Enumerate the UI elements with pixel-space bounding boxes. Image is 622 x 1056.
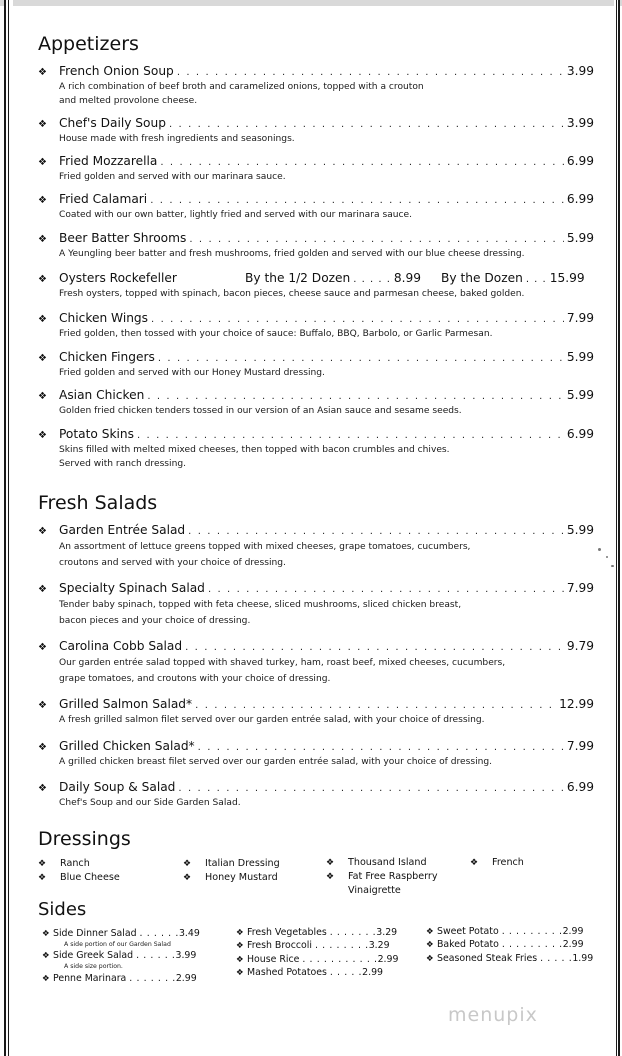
diamond-bullet-icon: ❖ — [38, 391, 47, 402]
scan-top-edge — [0, 0, 622, 6]
diamond-bullet-icon: ❖ — [38, 700, 47, 711]
appetizers-heading: Appetizers — [38, 33, 139, 55]
menu-item-garden-entree-salad: ❖ Garden Entrée Salad . . . 5.99 An assortment of lettuce greens topped with mixed cheeses, grape tomatoes, cucumbers, croutons and served with your choice of dressing. — [38, 523, 594, 571]
dressing-thousand-island: ❖ Thousand Island — [326, 857, 427, 868]
diamond-bullet-icon: ❖ — [38, 430, 47, 441]
item-description: House made with fresh ingredients and seasonings. — [59, 134, 295, 144]
fresh-salads-heading: Fresh Salads — [38, 492, 158, 514]
scan-speck — [611, 565, 614, 567]
side-greek-salad: ❖ Side Greek Salad . . . . . .3.99 — [42, 950, 197, 961]
item-description: A fresh grilled salmon filet served over our garden entrée salad, with your choice of dressing. — [59, 715, 485, 725]
item-description: A Yeungling beer batter and fresh mushrooms, fried golden and served with our blue cheese dressing. — [59, 249, 525, 259]
diamond-bullet-icon: ❖ — [38, 314, 47, 325]
menu-item-chicken-wings: ❖ Chicken Wings . . . 7.99 Fried golden, then tossed with your choice of sauce: Buffalo, BBQ, Barbolo, or Garlic Parmesan. — [38, 311, 594, 341]
diamond-bullet-icon: ❖ — [42, 951, 50, 961]
diamond-bullet-icon: ❖ — [426, 927, 434, 937]
diamond-bullet-icon: ❖ — [38, 119, 47, 130]
scan-speck — [606, 556, 608, 558]
page-border-right — [614, 0, 620, 1056]
dressing-fat-free-raspberry: ❖ Fat Free Raspberry — [326, 871, 438, 882]
menu-item-carolina-cobb-salad: ❖ Carolina Cobb Salad . . . 9.79 Our garden entrée salad topped with shaved turkey, ham, roast beef, mixed cheeses, cucumbers, grape tomatoes, and croutons with your choice of dressing. — [38, 639, 594, 687]
dressings-heading: Dressings — [38, 828, 131, 850]
sides-heading: Sides — [38, 899, 87, 920]
diamond-bullet-icon: ❖ — [236, 955, 244, 965]
diamond-bullet-icon: ❖ — [38, 873, 47, 883]
diamond-bullet-icon: ❖ — [38, 157, 47, 168]
dressing-blue-cheese: ❖ Blue Cheese — [38, 872, 120, 883]
side-seasoned-steak-fries: ❖ Seasoned Steak Fries . . . . .1.99 — [426, 953, 594, 964]
menu-item-fried-calamari: ❖ Fried Calamari . . . 6.99 Coated with our own batter, lightly fried and served with our marinara sauce. — [38, 192, 594, 222]
item-description: Fried golden, then tossed with your choice of sauce: Buffalo, BBQ, Barbolo, or Garlic Parmesan. — [59, 329, 493, 339]
diamond-bullet-icon: ❖ — [236, 968, 244, 978]
diamond-bullet-icon: ❖ — [326, 872, 335, 882]
item-description: Coated with our own batter, lightly fried and served with our marinara sauce. — [59, 210, 413, 220]
item-description: Golden fried chicken tenders tossed in our version of an Asian sauce and sesame seeds. — [59, 406, 462, 416]
diamond-bullet-icon: ❖ — [426, 940, 434, 950]
menu-item-fried-mozzarella: ❖ Fried Mozzarella . . . 6.99 Fried golden and served with our marinara sauce. — [38, 154, 594, 184]
dressing-honey-mustard: ❖ Honey Mustard — [183, 872, 278, 883]
diamond-bullet-icon: ❖ — [426, 954, 434, 964]
side-penne-marinara: ❖ Penne Marinara . . . . . . .2.99 — [42, 973, 197, 984]
side-fresh-broccoli: ❖ Fresh Broccoli . . . . . . . .3.29 — [236, 940, 390, 951]
diamond-bullet-icon: ❖ — [38, 353, 47, 364]
menu-item-specialty-spinach-salad: ❖ Specialty Spinach Salad . . . 7.99 Tender baby spinach, topped with feta cheese, sliced mushrooms, sliced chicken breast, bacon pieces and your choice of dressing. — [38, 581, 594, 629]
diamond-bullet-icon: ❖ — [470, 858, 479, 868]
item-description: Chef's Soup and our Side Garden Salad. — [59, 798, 241, 808]
side-house-rice: ❖ House Rice . . . . . . . . . . .2.99 — [236, 954, 399, 965]
diamond-bullet-icon: ❖ — [38, 642, 47, 653]
item-description: A rich combination of beef broth and caramelized onions, topped with a crouton and melted provolone cheese. — [59, 82, 424, 106]
menu-item-beer-batter-shrooms: ❖ Beer Batter Shrooms . . . 5.99 A Yeungling beer batter and fresh mushrooms, fried golden and served with our blue cheese dressing. — [38, 231, 594, 261]
menu-item-chefs-daily-soup: ❖ Chef's Daily Soup . . . 3.99 House made with fresh ingredients and seasonings. — [38, 116, 594, 146]
side-fresh-vegetables: ❖ Fresh Vegetables . . . . . . .3.29 — [236, 927, 398, 938]
diamond-bullet-icon: ❖ — [38, 783, 47, 794]
dressing-vinaigrette: Vinaigrette — [348, 885, 401, 896]
menu-item-french-onion-soup: ❖ French Onion Soup . . . 3.99 A rich combination of beef broth and caramelized onions, topped with a crouton and melted provolone cheese. — [38, 64, 594, 108]
side-baked-potato: ❖ Baked Potato . . . . . . . . .2.99 — [426, 939, 584, 950]
menupix-watermark: menupix — [448, 1004, 538, 1026]
scan-speck — [598, 548, 601, 551]
diamond-bullet-icon: ❖ — [38, 274, 47, 285]
page-border-left — [4, 0, 13, 1056]
dressing-ranch: ❖ Ranch — [38, 858, 90, 869]
item-description: A grilled chicken breast filet served over our garden entrée salad, with your choice of dressing. — [59, 757, 493, 767]
menu-item-oysters-rockefeller: ❖ Oysters Rockefeller By the 1/2 Dozen . . . . . 8.99 By the Dozen . . . 15.99 Fresh oysters, topped with spinach, bacon pieces, cheese sauce and parmesan cheese, baked golden. — [38, 271, 585, 299]
diamond-bullet-icon: ❖ — [326, 858, 335, 868]
side-sweet-potato: ❖ Sweet Potato . . . . . . . . .2.99 — [426, 926, 584, 937]
diamond-bullet-icon: ❖ — [38, 526, 47, 537]
item-description: Our garden entrée salad topped with shaved turkey, ham, roast beef, mixed cheeses, cucumbers, grape tomatoes, and croutons with your choice of dressing. — [59, 658, 506, 684]
item-description: Fresh oysters, topped with spinach, bacon pieces, cheese sauce and parmesan cheese, baked golden. — [59, 289, 525, 299]
diamond-bullet-icon: ❖ — [183, 859, 192, 869]
side-dinner-salad: ❖ Side Dinner Salad . . . . . .3.49 — [42, 928, 200, 939]
menu-item-asian-chicken: ❖ Asian Chicken . . . 5.99 Golden fried chicken tenders tossed in our version of an Asian sauce and sesame seeds. — [38, 388, 594, 418]
diamond-bullet-icon: ❖ — [236, 928, 244, 938]
diamond-bullet-icon: ❖ — [38, 742, 47, 753]
item-description: Tender baby spinach, topped with feta cheese, sliced mushrooms, sliced chicken breast, bacon pieces and your choice of dressing. — [59, 600, 462, 626]
item-description: Skins filled with melted mixed cheeses, then topped with bacon crumbles and chives. Served with ranch dressing. — [59, 445, 450, 469]
diamond-bullet-icon: ❖ — [236, 941, 244, 951]
diamond-bullet-icon: ❖ — [38, 584, 47, 595]
diamond-bullet-icon: ❖ — [38, 195, 47, 206]
item-description: An assortment of lettuce greens topped with mixed cheeses, grape tomatoes, cucumbers, croutons and served with your choice of dressing. — [59, 542, 471, 568]
side-mashed-potatoes: ❖ Mashed Potatoes . . . . .2.99 — [236, 967, 383, 978]
dressing-italian: ❖ Italian Dressing — [183, 858, 280, 869]
menu-item-chicken-fingers: ❖ Chicken Fingers . . . 5.99 Fried golden and served with our Honey Mustard dressing. — [38, 350, 594, 380]
menu-item-grilled-chicken-salad: ❖ Grilled Chicken Salad* . . . 7.99 A grilled chicken breast filet served over our garden entrée salad, with your choice of dressing. — [38, 739, 594, 769]
dressing-french: ❖ French — [470, 857, 524, 868]
diamond-bullet-icon: ❖ — [42, 929, 50, 939]
diamond-bullet-icon: ❖ — [38, 234, 47, 245]
side-dinner-salad-note: A side portion of our Garden Salad — [64, 941, 171, 948]
menu-item-daily-soup-and-salad: ❖ Daily Soup & Salad . . . 6.99 Chef's Soup and our Side Garden Salad. — [38, 780, 594, 810]
diamond-bullet-icon: ❖ — [38, 859, 47, 869]
item-description: Fried golden and served with our Honey Mustard dressing. — [59, 368, 325, 378]
menu-item-potato-skins: ❖ Potato Skins . . . 6.99 Skins filled with melted mixed cheeses, then topped with bacon crumbles and chives. Served with ranch dressing. — [38, 427, 594, 471]
side-greek-salad-note: A side size portion. — [64, 963, 123, 970]
item-description: Fried golden and served with our marinara sauce. — [59, 172, 286, 182]
diamond-bullet-icon: ❖ — [42, 974, 50, 984]
diamond-bullet-icon: ❖ — [183, 873, 192, 883]
menu-item-grilled-salmon-salad: ❖ Grilled Salmon Salad* . . . 12.99 A fresh grilled salmon filet served over our garden entrée salad, with your choice of dressing. — [38, 697, 594, 727]
diamond-bullet-icon: ❖ — [38, 67, 47, 78]
